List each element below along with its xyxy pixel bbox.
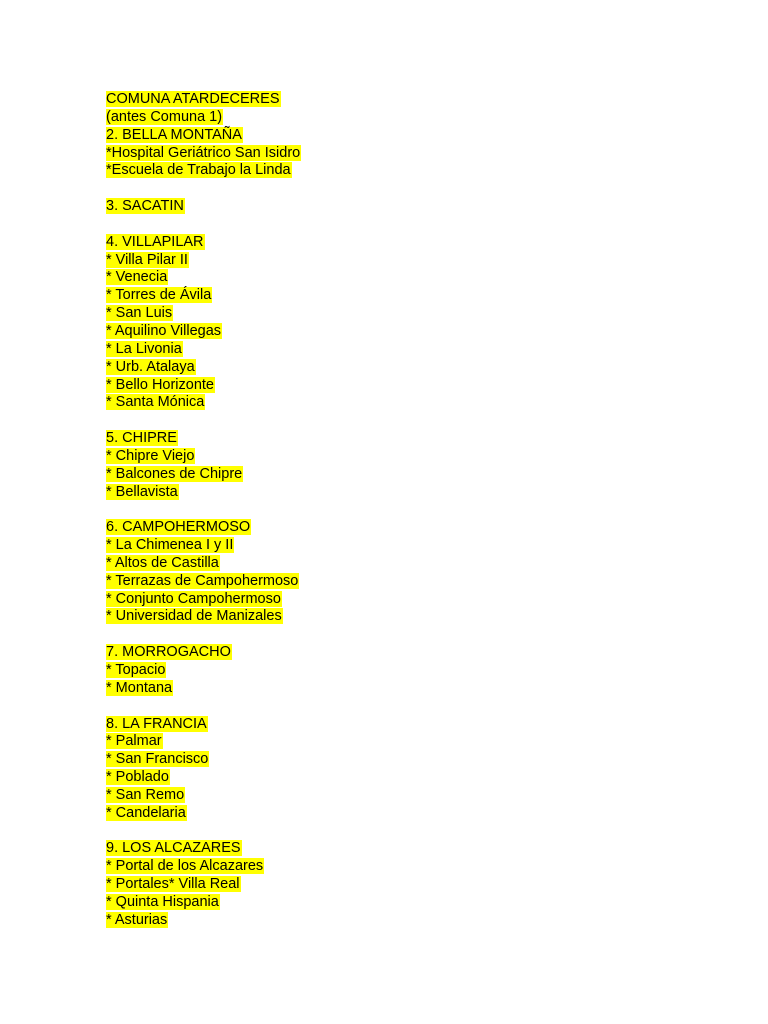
highlighted-text: * Balcones de Chipre: [106, 465, 243, 482]
text-line: [106, 484, 301, 502]
text-line: [106, 519, 301, 537]
highlighted-text: * Asturias: [106, 911, 168, 928]
highlighted-text: * Torres de Ávila: [106, 287, 212, 304]
highlighted-text: (antes Comuna 1): [106, 108, 223, 125]
highlighted-text: 9. LOS ALCAZARES: [106, 840, 241, 857]
text-line: [106, 733, 301, 751]
highlighted-text: * Palmar: [106, 733, 162, 750]
blank-line: [106, 412, 301, 430]
highlighted-text: 4. VILLAPILAR: [106, 233, 204, 250]
text-line: [106, 840, 301, 858]
blank-line: [106, 823, 301, 841]
comuna-list: [106, 91, 301, 930]
highlighted-text: 6. CAMPOHERMOSO: [106, 519, 251, 536]
highlighted-text: * Aquilino Villegas: [106, 322, 222, 339]
text-line: [106, 127, 301, 145]
text-line: [106, 269, 301, 287]
text-line: [106, 573, 301, 591]
highlighted-text: * Portales* Villa Real: [106, 876, 240, 893]
text-line: [106, 769, 301, 787]
highlighted-text: * Topacio: [106, 662, 166, 678]
highlighted-text: * Altos de Castilla: [106, 554, 219, 571]
text-line: [106, 287, 301, 305]
highlighted-text: * Conjunto Campohermoso: [106, 590, 281, 607]
highlighted-text: * San Luis: [106, 305, 173, 322]
blank-line: [106, 626, 301, 644]
highlighted-text: * Villa Pilar II: [106, 251, 188, 268]
blank-line: [106, 216, 301, 234]
highlighted-text: * Bellavista: [106, 483, 178, 500]
text-line: [106, 858, 301, 876]
highlighted-text: *Escuela de Trabajo la Linda: [106, 162, 291, 179]
highlighted-text: * Venecia: [106, 269, 168, 286]
highlighted-text: 3. SACATIN: [106, 198, 184, 215]
text-line: [106, 198, 301, 216]
highlighted-text: 5. CHIPRE: [106, 430, 177, 447]
text-line: [106, 145, 301, 163]
text-line: [106, 662, 301, 680]
blank-line: [106, 698, 301, 716]
text-line: [106, 751, 301, 769]
text-line: [106, 644, 301, 662]
text-line: [106, 537, 301, 555]
highlighted-text: COMUNA ATARDECERES: [106, 91, 280, 107]
text-line: [106, 430, 301, 448]
text-line: [106, 234, 301, 252]
highlighted-text: 2. BELLA MONTAÑA: [106, 126, 242, 143]
text-line: [106, 359, 301, 377]
highlighted-text: * Urb. Atalaya: [106, 358, 195, 375]
highlighted-text: * Candelaria: [106, 804, 186, 821]
text-line: [106, 377, 301, 395]
text-line: [106, 591, 301, 609]
text-line: [106, 305, 301, 323]
text-line: [106, 323, 301, 341]
highlighted-text: * Universidad de Manizales: [106, 608, 282, 625]
text-line: [106, 912, 301, 930]
text-line: [106, 555, 301, 573]
highlighted-text: * Montana: [106, 679, 173, 696]
text-line: [106, 805, 301, 823]
highlighted-text: * San Francisco: [106, 751, 209, 768]
text-line: [106, 608, 301, 626]
highlighted-text: * Chipre Viejo: [106, 447, 195, 464]
text-line: [106, 448, 301, 466]
text-line: [106, 341, 301, 359]
highlighted-text: * Quinta Hispania: [106, 893, 219, 910]
highlighted-text: * Poblado: [106, 769, 169, 786]
highlighted-text: * Terrazas de Campohermoso: [106, 572, 299, 589]
text-line: [106, 680, 301, 698]
text-line: [106, 91, 301, 109]
text-line: [106, 252, 301, 270]
text-line: [106, 787, 301, 805]
text-line: [106, 876, 301, 894]
text-line: [106, 394, 301, 412]
highlighted-text: * San Remo: [106, 786, 185, 803]
highlighted-text: *Hospital Geriátrico San Isidro: [106, 144, 301, 161]
blank-line: [106, 180, 301, 198]
text-line: [106, 162, 301, 180]
highlighted-text: 8. LA FRANCIA: [106, 715, 207, 732]
blank-line: [106, 501, 301, 519]
highlighted-text: * La Livonia: [106, 340, 182, 357]
text-line: [106, 109, 301, 127]
highlighted-text: * Bello Horizonte: [106, 376, 214, 393]
text-line: [106, 894, 301, 912]
highlighted-text: * La Chimenea I y II: [106, 537, 234, 554]
text-line: [106, 716, 301, 734]
highlighted-text: 7. MORROGACHO: [106, 644, 231, 661]
highlighted-text: * Portal de los Alcazares: [106, 858, 264, 875]
highlighted-text: * Santa Mónica: [106, 394, 205, 411]
text-line: [106, 466, 301, 484]
